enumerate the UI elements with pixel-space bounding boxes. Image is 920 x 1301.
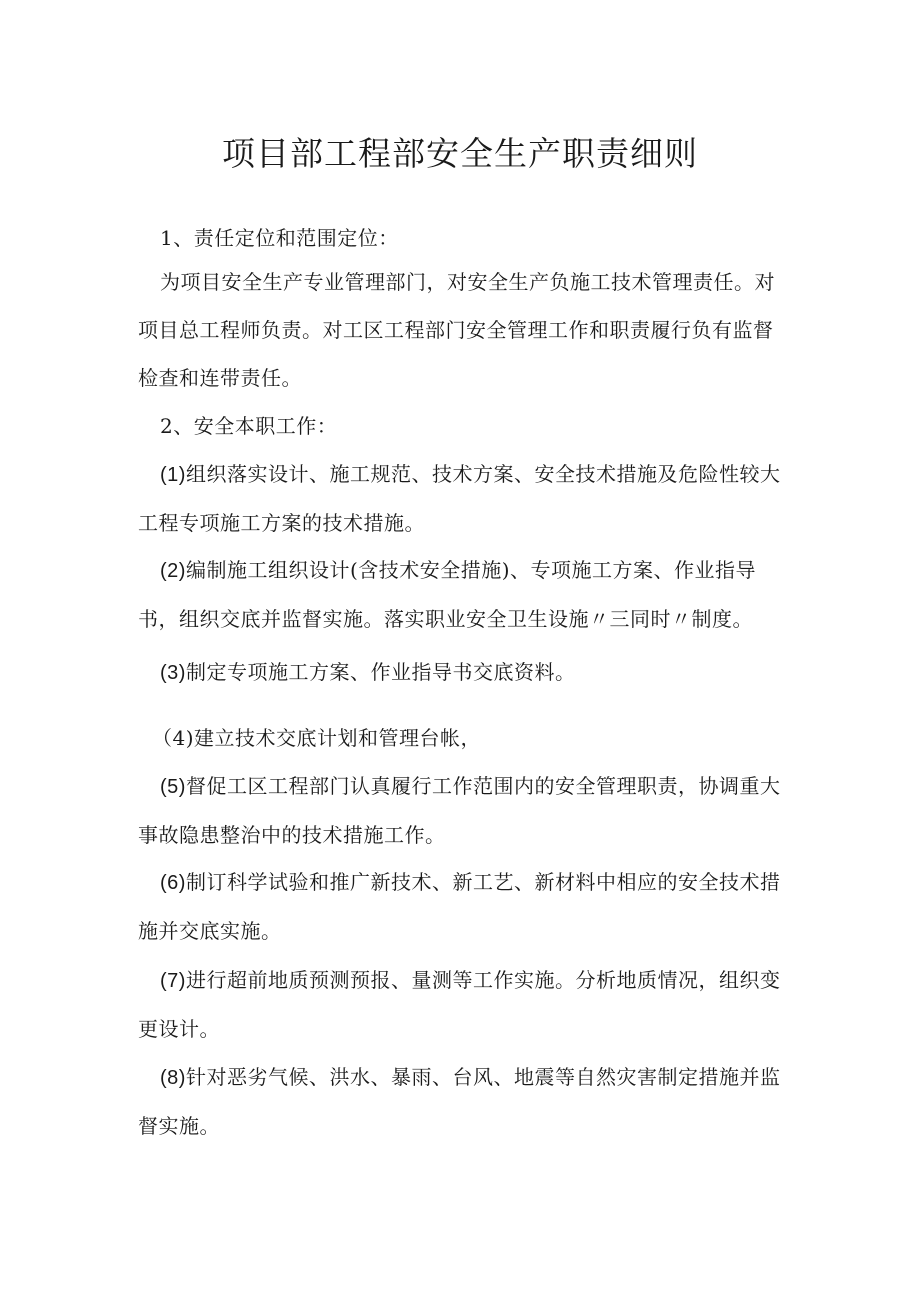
list-item-number: (1) <box>160 464 186 486</box>
list-item-4 <box>138 714 788 762</box>
list-item-text: 针对恶劣气候、洪水、暴雨、台风、地震等自然灾害制定措施并监督实施。 <box>138 1065 781 1138</box>
list-item-3 <box>138 648 788 697</box>
list-item-text: 制订科学试验和推广新技术、新工艺、新材料中相应的安全技术措施并交底实施。 <box>138 870 781 943</box>
list-item-number: (6) <box>160 872 186 894</box>
list-item-text: 督促工区工程部门认真履行工作范围内的安全管理职责，协调重大事故隐患整治中的技术措施工作。 <box>138 774 781 847</box>
section-1-body: 为项目安全生产专业管理部门，对安全生产负施工技术管理责任。对项目总工程师负责。对工区工程部门安全管理工作和职责履行负有监督检查和连带责任。 <box>138 270 775 390</box>
list-item-number: (3) <box>160 662 186 684</box>
list-item-5 <box>138 762 788 859</box>
list-item-2 <box>138 546 788 643</box>
list-item-8 <box>138 1053 788 1150</box>
list-item-6 <box>138 858 788 955</box>
list-item-text: 编制施工组织设计(含技术安全措施)、专项施工方案、作业指导书，组织交底并监督实施。落实职业安全卫生设施〃三同时〃制度。 <box>138 558 757 631</box>
section-1-heading: 1、责任定位和范围定位： <box>160 226 399 250</box>
list-item-number: (5) <box>160 776 186 798</box>
list-item-text: 建立技术交底计划和管理台帐， <box>194 726 482 750</box>
document-title: 项目部工程部安全生产职责细则 <box>222 134 698 173</box>
list-item-1 <box>138 450 788 547</box>
section-2-heading: 2、安全本职工作： <box>160 414 338 438</box>
list-item-text: 进行超前地质预测预报、量测等工作实施。分析地质情况，组织变更设计。 <box>138 968 781 1041</box>
list-item-number: (2) <box>160 560 186 582</box>
list-item-number: (8) <box>160 1067 186 1089</box>
list-item-text: 制定专项施工方案、作业指导书交底资料。 <box>185 660 576 684</box>
list-item-7 <box>138 956 788 1053</box>
list-item-number: (7) <box>160 970 186 992</box>
list-item-text: 组织落实设计、施工规范、技术方案、安全技术措施及危险性较大工程专项施工方案的技术措施。 <box>138 462 781 535</box>
list-item-number: （4) <box>152 726 195 750</box>
